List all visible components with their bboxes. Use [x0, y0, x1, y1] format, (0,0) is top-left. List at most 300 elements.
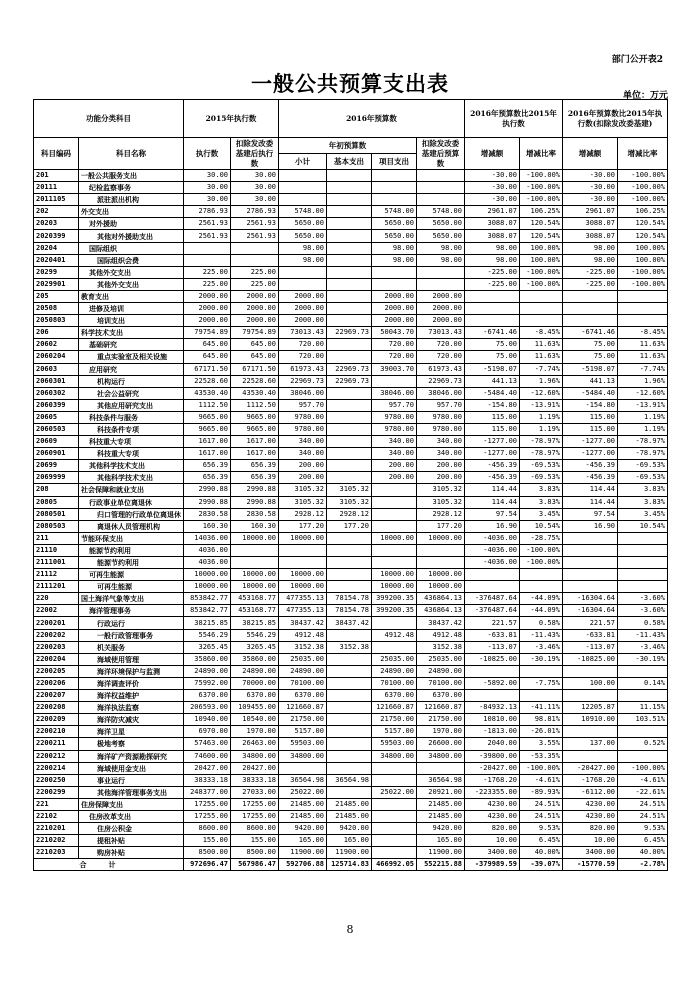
- row-name: 能源节约利用: [79, 557, 184, 569]
- row-change-amount-2: [563, 290, 618, 302]
- row-change-amount-2: -16304.64: [563, 605, 618, 617]
- total-exec-adj: 567986.47: [231, 859, 279, 871]
- row-change-rate-2: [618, 290, 668, 302]
- row-basic: [327, 750, 372, 762]
- row-change-rate-1: -100.00%: [520, 557, 563, 569]
- table-row: [34, 738, 668, 750]
- row-subtotal: 21485.00: [279, 798, 327, 810]
- row-code: 20609: [34, 436, 79, 448]
- table-row: [34, 423, 668, 435]
- row-change-rate-1: -78.97%: [520, 436, 563, 448]
- row-change-amount-1: -1813.00: [465, 726, 520, 738]
- row-name: 住房公积金: [79, 823, 184, 835]
- row-name: 派驻派出机构: [79, 194, 184, 206]
- row-basic: [327, 544, 372, 556]
- row-change-amount-2: -5484.40: [563, 387, 618, 399]
- row-exec: 2561.93: [184, 230, 231, 242]
- row-code: 2210203: [34, 847, 79, 859]
- table-row: [34, 254, 668, 266]
- row-change-amount-1: 4230.00: [465, 810, 520, 822]
- row-code: 20204: [34, 242, 79, 254]
- row-basic: 3152.38: [327, 641, 372, 653]
- row-exec: 2990.88: [184, 484, 231, 496]
- header-project: 项目支出: [372, 154, 417, 170]
- row-change-amount-2: 137.00: [563, 738, 618, 750]
- row-budget-adjusted: 21485.00: [417, 810, 465, 822]
- table-number-label: 部门公开表2: [611, 55, 663, 65]
- row-exec: 2990.88: [184, 496, 231, 508]
- row-change-rate-1: -53.35%: [520, 750, 563, 762]
- row-project: [372, 266, 417, 278]
- row-budget-adjusted: 2000.00: [417, 303, 465, 315]
- row-change-rate-1: -11.43%: [520, 629, 563, 641]
- row-code: 2060399: [34, 399, 79, 411]
- row-project: 21750.00: [372, 714, 417, 726]
- row-project: [372, 557, 417, 569]
- row-exec: 4036.00: [184, 557, 231, 569]
- row-change-amount-1: -30.00: [465, 194, 520, 206]
- row-change-rate-1: -28.75%: [520, 532, 563, 544]
- row-change-rate-1: -26.01%: [520, 726, 563, 738]
- row-change-rate-1: [520, 665, 563, 677]
- row-name: 对外援助: [79, 218, 184, 230]
- row-project: [372, 847, 417, 859]
- row-exec-adjusted: 1617.00: [231, 436, 279, 448]
- row-change-amount-2: [563, 557, 618, 569]
- row-exec: 1617.00: [184, 436, 231, 448]
- row-project: 38046.00: [372, 387, 417, 399]
- row-exec-adjusted: 10000.00: [231, 581, 279, 593]
- row-change-rate-2: [618, 315, 668, 327]
- row-code: 21110: [34, 544, 79, 556]
- row-subtotal: 2928.12: [279, 508, 327, 520]
- row-code: 20111: [34, 182, 79, 194]
- row-code: 2200202: [34, 629, 79, 641]
- row-change-rate-1: 100.00%: [520, 242, 563, 254]
- row-subtotal: 3105.32: [279, 496, 327, 508]
- row-project: [372, 823, 417, 835]
- row-change-amount-2: -16304.64: [563, 593, 618, 605]
- row-budget-adjusted: 5748.00: [417, 206, 465, 218]
- row-change-rate-2: -3.60%: [618, 605, 668, 617]
- row-exec: 1617.00: [184, 448, 231, 460]
- row-exec-adjusted: 17255.00: [231, 810, 279, 822]
- row-change-amount-2: -6741.46: [563, 327, 618, 339]
- row-subtotal: [279, 266, 327, 278]
- row-change-rate-2: -100.00%: [618, 762, 668, 774]
- row-exec-adjusted: 160.30: [231, 520, 279, 532]
- row-exec-adjusted: 2000.00: [231, 315, 279, 327]
- row-exec: 656.39: [184, 472, 231, 484]
- row-change-rate-2: 24.51%: [618, 810, 668, 822]
- row-exec-adjusted: 2000.00: [231, 290, 279, 302]
- row-change-amount-1: 114.44: [465, 496, 520, 508]
- row-basic: [327, 218, 372, 230]
- table-row: [34, 835, 668, 847]
- row-change-amount-1: [465, 290, 520, 302]
- row-code: 2029901: [34, 278, 79, 290]
- row-change-rate-2: -3.46%: [618, 641, 668, 653]
- row-exec-adjusted: 30.00: [231, 194, 279, 206]
- row-change-amount-2: 10910.00: [563, 714, 618, 726]
- row-project: 10000.00: [372, 569, 417, 581]
- row-change-amount-1: -113.07: [465, 641, 520, 653]
- row-change-rate-2: 0.52%: [618, 738, 668, 750]
- row-change-amount-1: 98.00: [465, 242, 520, 254]
- row-name: 教育支出: [79, 290, 184, 302]
- row-project: 2000.00: [372, 290, 417, 302]
- row-exec-adjusted: [231, 557, 279, 569]
- row-budget-adjusted: 9420.00: [417, 823, 465, 835]
- row-change-amount-1: 115.00: [465, 411, 520, 423]
- row-code: 2200205: [34, 665, 79, 677]
- row-name: 能源节约利用: [79, 544, 184, 556]
- row-exec: 9665.00: [184, 423, 231, 435]
- row-change-amount-2: [563, 726, 618, 738]
- row-change-amount-1: -10825.00: [465, 653, 520, 665]
- row-name: 海洋管理事务: [79, 605, 184, 617]
- row-exec-adjusted: 645.00: [231, 339, 279, 351]
- row-change-rate-1: 9.53%: [520, 823, 563, 835]
- row-name: 其他应用研究支出: [79, 399, 184, 411]
- row-change-rate-1: [520, 290, 563, 302]
- row-basic: [327, 738, 372, 750]
- row-exec: [184, 254, 231, 266]
- row-change-amount-1: 3088.07: [465, 230, 520, 242]
- row-exec: 2000.00: [184, 303, 231, 315]
- row-budget-adjusted: 21750.00: [417, 714, 465, 726]
- row-name: 归口管理的行政单位离退休: [79, 508, 184, 520]
- row-name: 其他科学技术支出: [79, 460, 184, 472]
- row-change-amount-1: -633.81: [465, 629, 520, 641]
- row-exec: 853842.77: [184, 593, 231, 605]
- row-change-rate-1: 3.55%: [520, 738, 563, 750]
- row-change-rate-1: [520, 690, 563, 702]
- row-budget-adjusted: 24890.00: [417, 665, 465, 677]
- row-basic: [327, 266, 372, 278]
- row-subtotal: 2000.00: [279, 290, 327, 302]
- row-code: 2210202: [34, 835, 79, 847]
- row-name: 海洋矿产资源勘探研究: [79, 750, 184, 762]
- row-change-amount-2: -5198.07: [563, 363, 618, 375]
- row-name: 可再生能源: [79, 581, 184, 593]
- row-budget-adjusted: 26600.00: [417, 738, 465, 750]
- row-exec-adjusted: 453168.77: [231, 605, 279, 617]
- row-exec-adjusted: 453168.77: [231, 593, 279, 605]
- row-change-amount-1: 3400.00: [465, 847, 520, 859]
- row-change-rate-2: -11.43%: [618, 629, 668, 641]
- row-code: 2200207: [34, 690, 79, 702]
- row-basic: [327, 786, 372, 798]
- row-change-amount-2: [563, 532, 618, 544]
- row-exec: 645.00: [184, 351, 231, 363]
- row-change-amount-2: -225.00: [563, 278, 618, 290]
- row-change-rate-2: [618, 750, 668, 762]
- row-project: 39003.70: [372, 363, 417, 375]
- row-subtotal: [279, 278, 327, 290]
- row-subtotal: 25022.00: [279, 786, 327, 798]
- table-row: [34, 508, 668, 520]
- row-change-rate-2: -22.61%: [618, 786, 668, 798]
- table-row: [34, 315, 668, 327]
- row-basic: 3105.32: [327, 496, 372, 508]
- row-budget-adjusted: [417, 194, 465, 206]
- row-name: 科技重大专项: [79, 436, 184, 448]
- row-change-rate-2: -69.53%: [618, 460, 668, 472]
- row-change-amount-2: [563, 315, 618, 327]
- row-change-amount-2: 115.00: [563, 411, 618, 423]
- row-basic: 22969.73: [327, 375, 372, 387]
- row-project: 34800.00: [372, 750, 417, 762]
- table-row: [34, 327, 668, 339]
- row-change-rate-2: 106.25%: [618, 206, 668, 218]
- table-row: [34, 617, 668, 629]
- row-name: 极地考察: [79, 738, 184, 750]
- row-change-amount-2: -1277.00: [563, 436, 618, 448]
- row-code: 2111001: [34, 557, 79, 569]
- table-row: [34, 182, 668, 194]
- row-change-amount-2: 114.44: [563, 496, 618, 508]
- total-rate1: -39.07%: [520, 859, 563, 871]
- row-code: 20299: [34, 266, 79, 278]
- table-row: [34, 520, 668, 532]
- row-change-amount-2: [563, 690, 618, 702]
- row-name: 基础研究: [79, 339, 184, 351]
- row-name: 其他科学技术支出: [79, 472, 184, 484]
- row-change-rate-1: [520, 303, 563, 315]
- row-change-rate-1: -100.00%: [520, 278, 563, 290]
- row-subtotal: 2000.00: [279, 303, 327, 315]
- row-name: 行政事业单位离退休: [79, 496, 184, 508]
- row-basic: [327, 387, 372, 399]
- row-exec: 14036.00: [184, 532, 231, 544]
- row-name: 纪检监察事务: [79, 182, 184, 194]
- row-budget-adjusted: 9780.00: [417, 423, 465, 435]
- row-change-rate-2: -100.00%: [618, 194, 668, 206]
- row-basic: [327, 230, 372, 242]
- row-basic: 177.20: [327, 520, 372, 532]
- row-change-amount-1: -4036.00: [465, 532, 520, 544]
- row-exec-adjusted: 22528.60: [231, 375, 279, 387]
- row-exec: 206593.00: [184, 702, 231, 714]
- row-change-rate-2: -13.91%: [618, 399, 668, 411]
- row-change-amount-1: -225.00: [465, 266, 520, 278]
- row-change-rate-1: [520, 569, 563, 581]
- header-subtotal: 小计: [279, 154, 327, 170]
- row-subtotal: 98.00: [279, 254, 327, 266]
- total-inc1: -379989.59: [465, 859, 520, 871]
- row-project: [372, 520, 417, 532]
- row-exec-adjusted: 6370.00: [231, 690, 279, 702]
- row-change-amount-2: -113.07: [563, 641, 618, 653]
- row-exec-adjusted: 70000.00: [231, 677, 279, 689]
- row-change-rate-2: -8.45%: [618, 327, 668, 339]
- row-basic: 3105.32: [327, 484, 372, 496]
- row-project: 50043.70: [372, 327, 417, 339]
- row-change-amount-1: -225.00: [465, 278, 520, 290]
- row-basic: [327, 339, 372, 351]
- row-change-amount-2: 2961.07: [563, 206, 618, 218]
- row-exec-adjusted: 79754.89: [231, 327, 279, 339]
- row-code: 2200206: [34, 677, 79, 689]
- row-code: 2200204: [34, 653, 79, 665]
- row-code: 2020401: [34, 254, 79, 266]
- row-budget-adjusted: 720.00: [417, 339, 465, 351]
- row-exec-adjusted: 9665.00: [231, 411, 279, 423]
- row-change-amount-2: 4230.00: [563, 798, 618, 810]
- row-change-rate-1: -100.00%: [520, 266, 563, 278]
- row-code: 21112: [34, 569, 79, 581]
- row-subtotal: 9780.00: [279, 411, 327, 423]
- row-budget-adjusted: 2000.00: [417, 290, 465, 302]
- row-budget-adjusted: 70100.00: [417, 677, 465, 689]
- row-project: [372, 774, 417, 786]
- row-project: [372, 194, 417, 206]
- row-change-amount-1: -456.39: [465, 460, 520, 472]
- row-subtotal: [279, 557, 327, 569]
- row-change-rate-2: 11.63%: [618, 339, 668, 351]
- row-exec-adjusted: 30.00: [231, 182, 279, 194]
- row-change-rate-2: 9.53%: [618, 823, 668, 835]
- row-project: [372, 496, 417, 508]
- row-code: 20602: [34, 339, 79, 351]
- row-basic: [327, 278, 372, 290]
- row-change-amount-1: 221.57: [465, 617, 520, 629]
- table-row: [34, 230, 668, 242]
- row-subtotal: 720.00: [279, 339, 327, 351]
- row-project: 399200.35: [372, 605, 417, 617]
- row-code: 2200214: [34, 762, 79, 774]
- row-exec-adjusted: 656.39: [231, 472, 279, 484]
- table-row: [34, 702, 668, 714]
- row-change-rate-2: [618, 303, 668, 315]
- row-project: [372, 170, 417, 182]
- row-change-rate-2: -12.60%: [618, 387, 668, 399]
- row-change-rate-2: [618, 665, 668, 677]
- row-name: 海洋防灾减灾: [79, 714, 184, 726]
- row-change-rate-1: -100.00%: [520, 762, 563, 774]
- row-subtotal: [279, 182, 327, 194]
- row-basic: [327, 726, 372, 738]
- total-label: 合计: [34, 859, 184, 871]
- row-change-rate-2: 40.00%: [618, 847, 668, 859]
- row-exec: 6970.00: [184, 726, 231, 738]
- row-change-rate-2: 3.45%: [618, 508, 668, 520]
- row-change-rate-1: -100.00%: [520, 544, 563, 556]
- row-project: 25035.00: [372, 653, 417, 665]
- table-row: [34, 762, 668, 774]
- row-budget-adjusted: [417, 557, 465, 569]
- row-basic: [327, 472, 372, 484]
- row-change-amount-1: 3088.07: [465, 218, 520, 230]
- row-change-rate-2: 100.00%: [618, 242, 668, 254]
- row-code: 2069999: [34, 472, 79, 484]
- row-code: 201: [34, 170, 79, 182]
- row-change-amount-1: -4036.00: [465, 557, 520, 569]
- row-budget-adjusted: 9780.00: [417, 411, 465, 423]
- row-change-amount-2: 75.00: [563, 351, 618, 363]
- total-exec: 972696.47: [184, 859, 231, 871]
- row-project: [372, 798, 417, 810]
- row-project: 200.00: [372, 472, 417, 484]
- row-basic: [327, 170, 372, 182]
- total-sub: 592706.88: [279, 859, 327, 871]
- row-exec-adjusted: 24890.00: [231, 665, 279, 677]
- row-subtotal: 21485.00: [279, 810, 327, 822]
- row-change-rate-2: -30.19%: [618, 653, 668, 665]
- row-name: 一般公共服务支出: [79, 170, 184, 182]
- row-change-amount-1: -30.00: [465, 170, 520, 182]
- page-title: 一般公共预算支出表: [251, 71, 449, 96]
- header-budget-adjusted: 扣除发改委基建后预算数: [417, 138, 465, 170]
- row-change-rate-1: -13.91%: [520, 399, 563, 411]
- row-basic: [327, 194, 372, 206]
- row-change-amount-1: 75.00: [465, 351, 520, 363]
- row-budget-adjusted: 720.00: [417, 351, 465, 363]
- header-budget-2016: 2016年预算数: [279, 100, 465, 138]
- row-change-rate-1: 120.54%: [520, 230, 563, 242]
- row-exec: 8600.00: [184, 823, 231, 835]
- row-change-amount-2: [563, 544, 618, 556]
- table-row: [34, 581, 668, 593]
- row-subtotal: 10000.00: [279, 581, 327, 593]
- row-basic: 9420.00: [327, 823, 372, 835]
- row-code: 202: [34, 206, 79, 218]
- row-change-amount-2: -30.00: [563, 182, 618, 194]
- row-budget-adjusted: 3105.32: [417, 484, 465, 496]
- table-row: [34, 472, 668, 484]
- row-budget-adjusted: 21485.00: [417, 798, 465, 810]
- row-budget-adjusted: 10000.00: [417, 569, 465, 581]
- row-basic: 21485.00: [327, 798, 372, 810]
- row-basic: 11900.00: [327, 847, 372, 859]
- row-exec: 57463.00: [184, 738, 231, 750]
- row-exec: 35860.00: [184, 653, 231, 665]
- row-subtotal: 477355.13: [279, 605, 327, 617]
- row-name: 住房改革支出: [79, 810, 184, 822]
- row-change-amount-1: -5198.07: [465, 363, 520, 375]
- row-basic: [327, 690, 372, 702]
- header-exec: 执行数: [184, 138, 231, 170]
- row-project: 399200.35: [372, 593, 417, 605]
- table-row: [34, 544, 668, 556]
- row-project: [372, 182, 417, 194]
- row-exec: 3265.45: [184, 641, 231, 653]
- row-subtotal: 340.00: [279, 448, 327, 460]
- table-row: [34, 629, 668, 641]
- row-budget-adjusted: [417, 266, 465, 278]
- row-name: 其他对外援助支出: [79, 230, 184, 242]
- table-row: [34, 665, 668, 677]
- row-exec-adjusted: 2830.58: [231, 508, 279, 520]
- row-name: 可再生能源: [79, 569, 184, 581]
- row-change-rate-1: 3.83%: [520, 496, 563, 508]
- row-subtotal: [279, 544, 327, 556]
- row-project: 98.00: [372, 242, 417, 254]
- row-name: 外交支出: [79, 206, 184, 218]
- row-change-rate-1: -69.53%: [520, 460, 563, 472]
- row-basic: [327, 581, 372, 593]
- row-change-amount-2: 12205.87: [563, 702, 618, 714]
- row-exec-adjusted: 2561.93: [231, 218, 279, 230]
- row-exec-adjusted: 67171.50: [231, 363, 279, 375]
- row-change-rate-1: -44.09%: [520, 605, 563, 617]
- row-subtotal: 22969.73: [279, 375, 327, 387]
- row-change-amount-1: -1768.20: [465, 774, 520, 786]
- row-change-rate-1: [520, 581, 563, 593]
- row-change-amount-2: 820.00: [563, 823, 618, 835]
- row-change-rate-2: 103.51%: [618, 714, 668, 726]
